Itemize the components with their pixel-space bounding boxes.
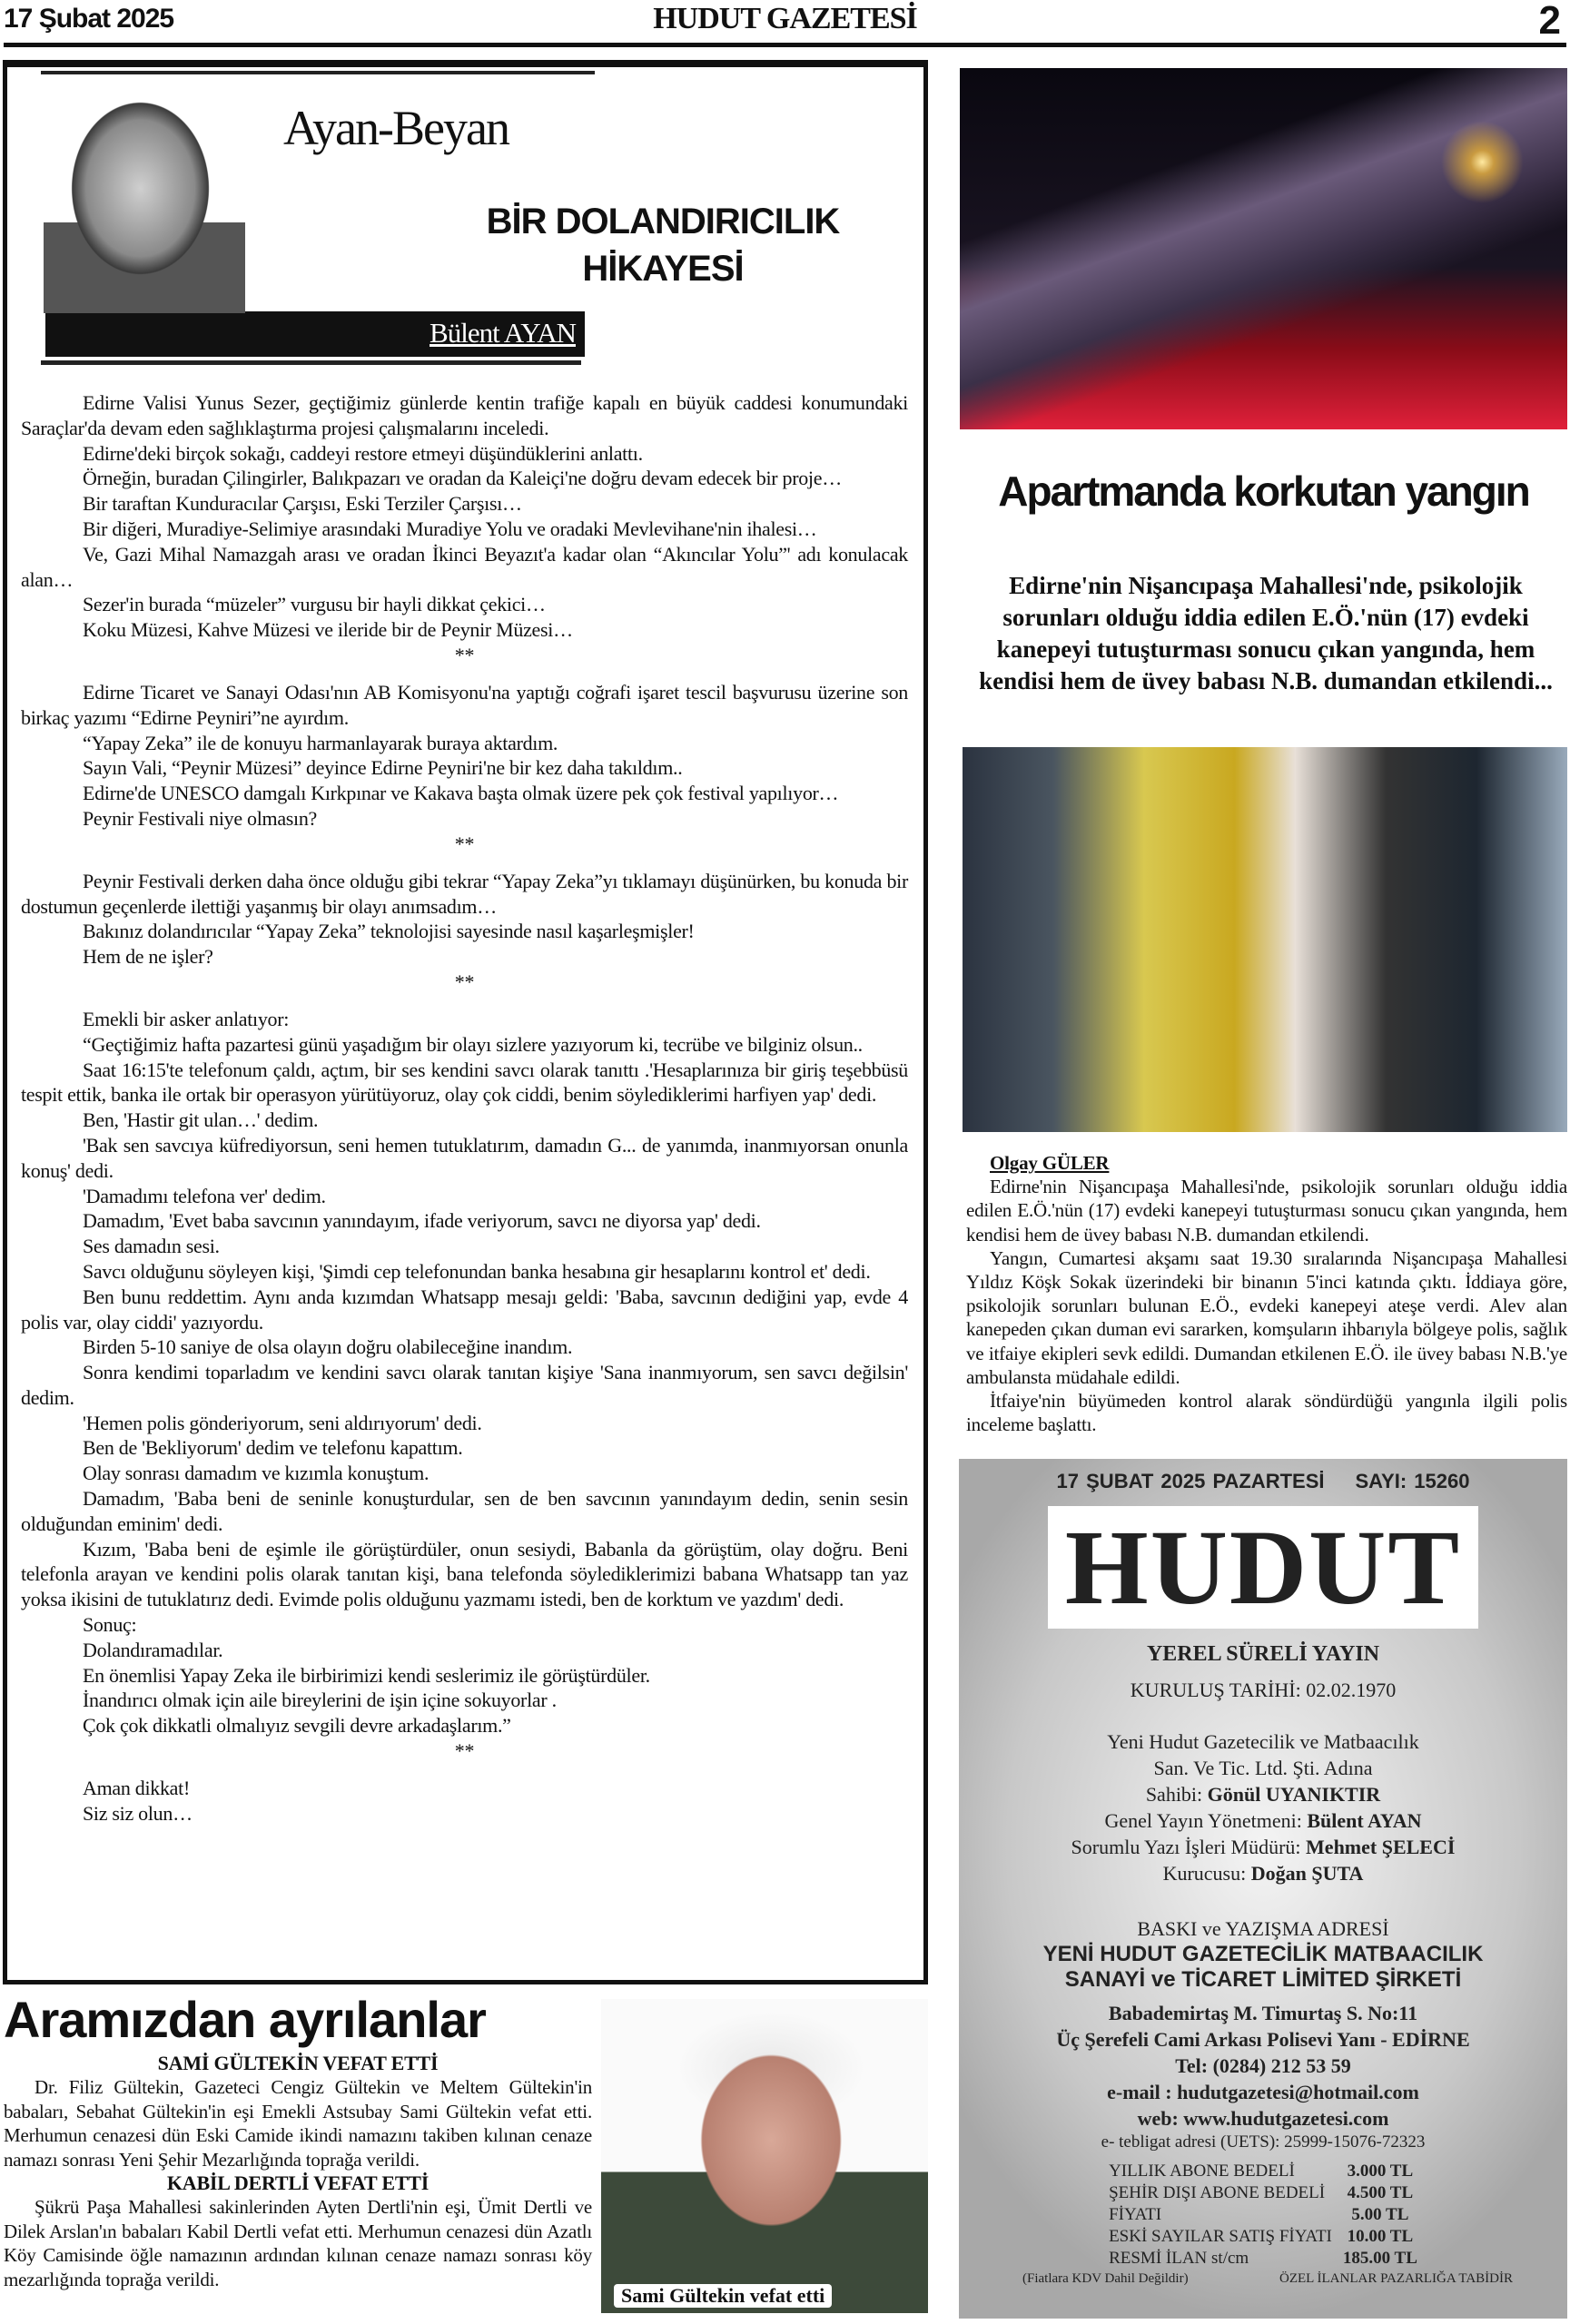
price-value: 10.00 TL <box>1347 2227 1414 2246</box>
paragraph: Savcı olduğunu söyleyen kişi, 'Şimdi cep telefonundan banka hesabına gir hesaplarını kontrol et' dedi. <box>83 1259 871 1283</box>
price-value: 5.00 TL <box>1351 2205 1409 2224</box>
obituaries-title: Aramızdan ayrılanlar <box>4 1991 486 2048</box>
column-bottom-rule <box>41 360 581 365</box>
paragraph: İtfaiye'nin büyümeden kontrol alarak söndürdüğü yangınla ilgili polis inceleme başlattı. <box>966 1390 1567 1436</box>
author-bar <box>45 311 585 357</box>
paragraph: Edirne'de UNESCO damgalı Kırkpınar ve Kakava başta olmak üzere pek çok festival yapılıyor… <box>83 782 839 805</box>
paragraph: Edirne'nin Nişancıpaşa Mahallesi'nde, psikolojik sorunları olduğu iddia edilen E.Ö.'nün (17) evdeki kanepeyi tutuşturması sonucu çıkan yangında, hem kendisi hem de üvey babası N.B. dumandan etkilendi. <box>966 1176 1567 1246</box>
managing-editor-line: Sorumlu Yazı İşleri Müdürü: Mehmet ŞELECİ <box>1071 1836 1456 1858</box>
fire-news-headline: Apartmanda korkutan yangın <box>998 468 1529 515</box>
paragraph: Edirne'deki birçok sokağı, caddeyi restore etmeyi düşündüklerini anlattı. <box>83 441 643 465</box>
photo-caption: Sami Gültekin vefat etti <box>614 2284 832 2308</box>
address-line-2: Üç Şerefeli Cami Arkası Polisevi Yanı - EDİRNE <box>1056 2028 1470 2051</box>
paragraph: Peynir Festivali niye olmasın? <box>83 806 318 830</box>
paragraph: En önemlisi Yapay Zeka ile birbirimizi kendi seslerimiz ile görüştürdüler. <box>83 1663 650 1687</box>
paragraph: Edirne Ticaret ve Sanayi Odası'nın AB Komisyonu'na yaptığı coğrafi işaret tescil başvurusu üzerine son birkaç yazımı “Edirne Peyniri”ne ayırdım. <box>21 680 908 729</box>
paragraph: Örneğin, buradan Çilingirler, Balıkpazarı ve oradan da Kaleiçi'ne doğru devam edecek bir proje… <box>83 467 842 490</box>
phone: Tel: (0284) 212 53 59 <box>1175 2054 1351 2077</box>
section-separator: ** <box>454 832 475 855</box>
headline-line-2: HİKAYESİ <box>582 249 744 289</box>
column-headline <box>418 198 908 292</box>
paragraph: Ben bunu reddettim. Aynı anda kızımdan Whatsapp mesajı geldi: 'Baba, savcının dediğini yap, evde 4 polis var, olay ciddi' yazıyordu. <box>21 1285 908 1334</box>
header-divider <box>4 43 1566 47</box>
fire-news-summary: Edirne'nin Nişancıpaşa Mahallesi'nde, psikolojik sorunları olduğu iddia edilen E.Ö.'nün (17) evdeki kanepeyi tutuşturması sonucu çıkan yangında, hem kendisi hem de üvey babası N.B. dumandan etkilendi... <box>979 572 1553 694</box>
paragraph: Damadım, 'Baba beni de seninle konuşturdular, sen de ben savcının yanındayım dedin, senin sesin olduğundan eminim' dedi. <box>21 1487 908 1535</box>
paragraph: Hem de ne işler? <box>83 945 213 969</box>
author-photo <box>44 86 245 313</box>
byline: Olgay GÜLER <box>990 1152 1110 1174</box>
section-separator: ** <box>454 970 475 993</box>
uets-address: e- tebligat adresi (UETS): 25999-15076-72323 <box>1101 2132 1426 2152</box>
price-label: ŞEHİR DIŞI ABONE BEDELİ <box>1109 2183 1326 2202</box>
paragraph: Peynir Festivali derken daha önce olduğu gibi tekrar “Yapay Zeka”yı tıklamayı düşünürken, bu konuda bir dostumun geçenlerde ilettiği yaşanmış bir olayı anımsadım… <box>21 869 908 918</box>
fire-news-body <box>966 1151 1567 1436</box>
obituaries-body <box>4 2052 592 2291</box>
ambulance-photo <box>963 747 1567 1132</box>
address-title: BASKI ve YAZIŞMA ADRESİ <box>1137 1917 1389 1940</box>
paragraph: Siz siz olun… <box>83 1801 193 1825</box>
paragraph: Bakınız dolandırıcılar “Yapay Zeka” teknolojisi sayesinde nasıl kaşarleşmişler! <box>83 920 695 943</box>
obituary-portrait-photo <box>601 1999 928 2313</box>
price-value: 3.000 TL <box>1347 2162 1414 2181</box>
paragraph: Ben, 'Hastir git ulan…' dedim. <box>83 1108 319 1132</box>
price-row <box>1103 2248 1423 2270</box>
paragraph: Sayın Vali, “Peynir Müzesi” deyince Edirne Peyniri'ne bir kez daha takıldım.. <box>83 756 683 780</box>
paragraph: İnandırıcı olmak için aile bireylerini de işin içine sokuyorlar . <box>83 1689 557 1712</box>
masthead-footer <box>959 2270 1567 2287</box>
masthead-logo: HUDUT <box>1048 1506 1478 1629</box>
price-row <box>1103 2161 1423 2182</box>
obituary-text: Dr. Filiz Gültekin, Gazeteci Cengiz Gültekin ve Meltem Gültekin'in babaları, Sebahat Gültekin'in eşi Emekli Astsubay Sami Gültekin vefat etti. Merhumun cenazesi dün Eski Camide ikindi namazını takiben kılınan cenaze namazı sonrası Yeni Şehir Mezarlığında toprağa verildi. <box>4 2076 592 2171</box>
paragraph: Sonra kendimi toparladım ve kendini savcı olarak tanıtan kişiye 'Sana inanmıyorum, sen savcı değilsin' dedim. <box>21 1361 908 1409</box>
paragraph: Birden 5-10 saniye de olsa olayın doğru olabileceğine inandım. <box>83 1335 573 1359</box>
column-article-body <box>21 390 908 1827</box>
paragraph: “Geçtiğimiz hafta pazartesi günü yaşadığım bir olayı sizlere yazıyorum ki, tecrübe ve bilginiz olsun.. <box>83 1032 863 1056</box>
paragraph: Emekli bir asker anlatıyor: <box>83 1007 290 1030</box>
paragraph: 'Hemen polis gönderiyorum, seni aldırıyorum' dedi. <box>83 1411 482 1434</box>
paragraph: Yangın, Cumartesi akşamı saat 19.30 sıralarında Nişancıpaşa Mahallesi Yıldız Köşk Sokak üzerindeki bir binanın 5'inci katında çıktı. İddiaya göre, psikolojik sorunları bulunan E.Ö., evdeki kanepeyi ateşe verdi. Alev alan kanepeden çıkan duman evi sararken, komşuların ihbarıyla bölgeye polis, sağlık ve itfaiye ekipleri sevk edildi. Dumandan etkilenen E.Ö. ile üvey babası N.B.'ye ambulansta müdahale edildi. <box>966 1246 1567 1388</box>
headline-line-1: BİR DOLANDIRICILIK <box>486 202 840 241</box>
founding-date: KURULUŞ TARİHİ: 02.02.1970 <box>1130 1679 1397 1701</box>
price-value: 185.00 TL <box>1342 2249 1417 2268</box>
newspaper-title: HUDUT GAZETESİ <box>653 2 917 35</box>
paragraph: 'Damadımı telefona ver' dedim. <box>83 1184 326 1207</box>
fire-scene-photo <box>960 68 1567 429</box>
price-row <box>1103 2226 1423 2248</box>
paragraph: Olay sonrası damadım ve kızımla konuştum. <box>83 1462 430 1485</box>
paragraph: Bir diğeri, Muradiye-Selimiye arasındaki Muradiye Yolu ve oradaki Mevlevihane'nin ihalesi… <box>83 517 817 540</box>
column-top-rule <box>41 71 595 74</box>
masthead-top-line <box>959 1470 1567 1493</box>
section-separator: ** <box>454 1739 475 1763</box>
company-line-2: San. Ve Tic. Ltd. Şti. Adına <box>1153 1757 1373 1779</box>
paragraph: 'Bak sen savcıya küfrediyorsun, seni hemen tutuklatırım, damadın G... de yanımda, inanmıyorsan onunla konuş' dedi. <box>21 1133 908 1182</box>
price-row <box>1103 2182 1423 2204</box>
vat-note: (Fiatlara KDV Dahil Değildir) <box>1022 2271 1189 2286</box>
issue-date: 17 Şubat 2025 <box>4 4 174 34</box>
press-name-1: YENİ HUDUT GAZETECİLİK MATBAACILIK <box>1042 1942 1484 1966</box>
email-link[interactable]: e-mail : hudutgazetesi@hotmail.com <box>1107 2081 1419 2103</box>
price-value: 4.500 TL <box>1347 2183 1414 2202</box>
company-line-1: Yeni Hudut Gazetecilik ve Matbaacılık <box>1107 1730 1419 1753</box>
price-label: FİYATI <box>1109 2205 1162 2224</box>
page-number: 2 <box>1538 0 1561 43</box>
paragraph: Ses damadın sesi. <box>83 1235 220 1258</box>
price-table <box>1103 2161 1423 2270</box>
paragraph: Koku Müzesi, Kahve Müzesi ve ileride bir de Peynir Müzesi… <box>83 618 573 642</box>
price-label: ESKİ SAYILAR SATIŞ FİYATI <box>1109 2227 1332 2246</box>
paragraph: Damadım, 'Evet baba savcının yanındayım, ifade veriyorum, savcı ne diyorsa yap' dedi. <box>83 1209 761 1233</box>
issue-number: SAYI: 15260 <box>1355 1470 1470 1492</box>
founder-line: Kurucusu: Doğan ŞUTA <box>1162 1862 1364 1885</box>
obituary-heading: KABİL DERTLİ VEFAT ETTİ <box>166 2171 430 2194</box>
price-row <box>1103 2204 1423 2226</box>
paragraph: Kızım, 'Baba beni de eşimle ile görüştürdüler, onun sesiydi, Babanla da görüştüm, olay doğru. Beni telefonla arayan ve kendini polis olarak tanıtan kişi, bana telefonda söylediklerimizi babana Whatsapp tan yaz yoksa ikisini de tutuklatırız dedi. Evimde polis olduğunu yazmamı istedi, ben de korktum ve yazdım' dedi. <box>21 1537 908 1611</box>
paragraph: Çok çok dikkatli olmalıyız sevgili devre arkadaşlarım.” <box>83 1714 511 1738</box>
author-name: Bülent AYAN <box>430 317 576 349</box>
website-link[interactable]: web: www.hudutgazetesi.com <box>1137 2107 1389 2130</box>
paragraph: Ben de 'Bekliyorum' dedim ve telefonu kapattım. <box>83 1436 463 1460</box>
paragraph: Dolandıramadılar. <box>83 1638 223 1661</box>
ads-note: ÖZEL İLANLAR PAZARLIĞA TABİDİR <box>1279 2271 1513 2286</box>
paragraph: Aman dikkat! <box>83 1777 190 1800</box>
masthead-date: 17 ŞUBAT 2025 PAZARTESİ <box>1056 1470 1325 1492</box>
paragraph: Ve, Gazi Mihal Namazgah arası ve oradan İkinci Beyazıt'a kadar olan “Akıncılar Yolu”' adı konulacak alan… <box>21 542 908 591</box>
paragraph: Saat 16:15'te telefonum çaldı, açtım, bir ses kendini savcı olarak tanıttı .'Hesaplarınıza bir giriş teşebbüsü tespit ettik, banka ile ortak bir operasyon yürütüyoruz, olay çok ciddi, benim söylediklerimi harfiyen yap' dedi. <box>21 1058 908 1107</box>
price-label: RESMİ İLAN st/cm <box>1109 2249 1249 2268</box>
obituary-heading: SAMİ GÜLTEKİN VEFAT ETTİ <box>157 2052 439 2074</box>
price-label: YILLIK ABONE BEDELİ <box>1109 2162 1295 2181</box>
paragraph: Sezer'in burada “müzeler” vurgusu bir hayli dikkat çekici… <box>83 593 546 616</box>
obituary-text: Şükrü Paşa Mahallesi sakinlerinden Ayten Dertli'nin eşi, Ümit Dertli ve Dilek Arslan'ın babaları Kabil Dertli vefat etti. Merhumun cenazesi dün Azatlı Köy Camisinde öğle namazının ardından kılınan cenaze namazı sonrası köy mezarlığında toprağa verildi. <box>4 2196 592 2290</box>
masthead-box <box>959 1459 1567 2319</box>
column-name: Ayan-Beyan <box>283 101 509 155</box>
address-line-1: Babademirtaş M. Timurtaş S. No:11 <box>1108 2002 1418 2024</box>
paragraph: Bir taraftan Kunduracılar Çarşısı, Eski Terziler Çarşısı… <box>83 492 522 516</box>
owner-line: Sahibi: Gönül UYANIKTIR <box>1145 1783 1381 1806</box>
publication-type: YEREL SÜRELİ YAYIN <box>1146 1642 1380 1666</box>
press-name-2: SANAYİ ve TİCARET LİMİTED ŞİRKETİ <box>1064 1967 1462 1992</box>
paragraph: “Yapay Zeka” ile de konuyu harmanlayarak buraya aktardım. <box>83 731 558 754</box>
editor-line: Genel Yayın Yönetmeni: Bülent AYAN <box>1104 1809 1422 1832</box>
paragraph: Edirne Valisi Yunus Sezer, geçtiğimiz günlerde kentin trafiğe kapalı en büyük caddesi konumundaki Saraçlar'da devam eden sağlıklaştırma projesi çalışmalarını inceledi. <box>21 391 908 439</box>
paragraph: Sonuç: <box>83 1613 137 1637</box>
section-separator: ** <box>454 643 475 666</box>
